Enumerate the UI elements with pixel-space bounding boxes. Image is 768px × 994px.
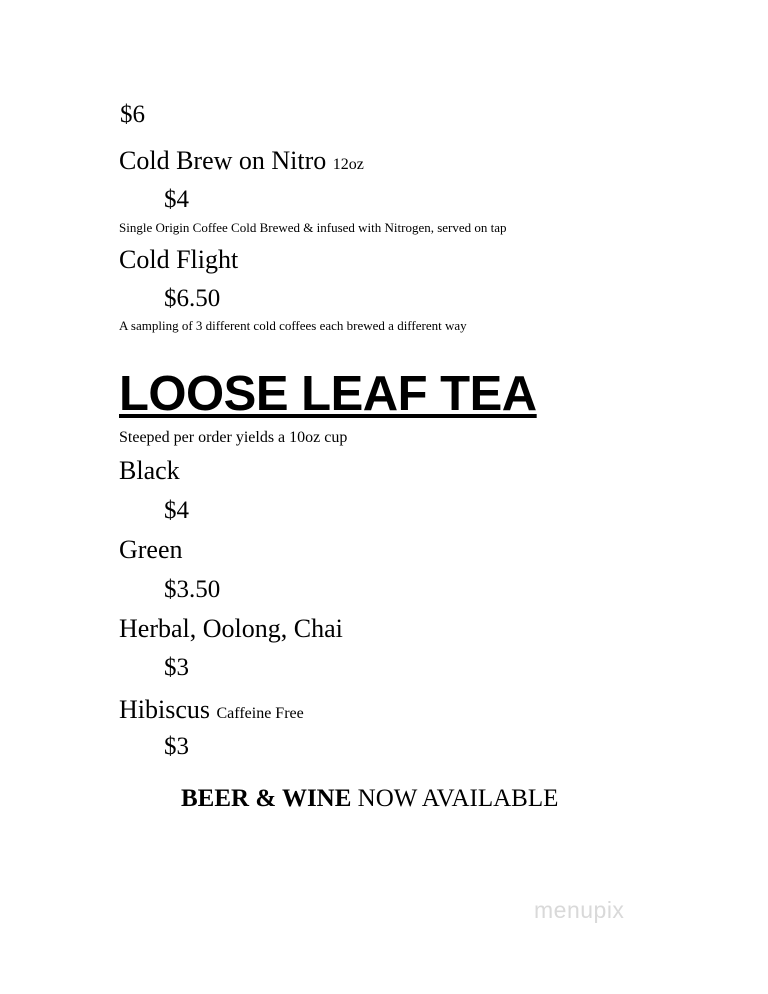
section-subtitle: Steeped per order yields a 10oz cup [119, 429, 348, 446]
tea-item-price: $4 [164, 497, 189, 524]
tea-item-price: $3.50 [164, 576, 221, 603]
item-description: A sampling of 3 different cold coffees each brewed a different way [119, 318, 467, 333]
top-price: $6 [120, 101, 145, 128]
tea-item-hibiscus [119, 697, 304, 723]
item-name: Cold Brew on Nitro [119, 146, 327, 175]
item-cold-flight: Cold Flight [119, 245, 239, 274]
tea-item-name: Black [119, 456, 180, 485]
tea-item-name: Hibiscus [119, 695, 210, 724]
tea-item-name: Green [119, 535, 183, 564]
item-size-note: 12oz [332, 156, 364, 173]
item-description: Single Origin Coffee Cold Brewed & infused with Nitrogen, served on tap [119, 220, 507, 235]
footer-regular-text: NOW AVAILABLE [357, 785, 559, 812]
tea-item-price: $3 [164, 654, 189, 681]
item-price: $4 [164, 186, 189, 213]
tea-item-price: $3 [164, 733, 189, 760]
tea-item-name: Herbal, Oolong, Chai [119, 614, 343, 643]
watermark-logo: menupix [534, 897, 625, 923]
section-title: LOOSE LEAF TEA [119, 367, 537, 421]
tea-item-note: Caffeine Free [216, 705, 304, 722]
item-cold-brew-nitro [119, 148, 364, 174]
footer-announcement [181, 786, 558, 811]
item-price: $6.50 [164, 285, 221, 312]
footer-bold-text: BEER & WINE [181, 785, 352, 812]
